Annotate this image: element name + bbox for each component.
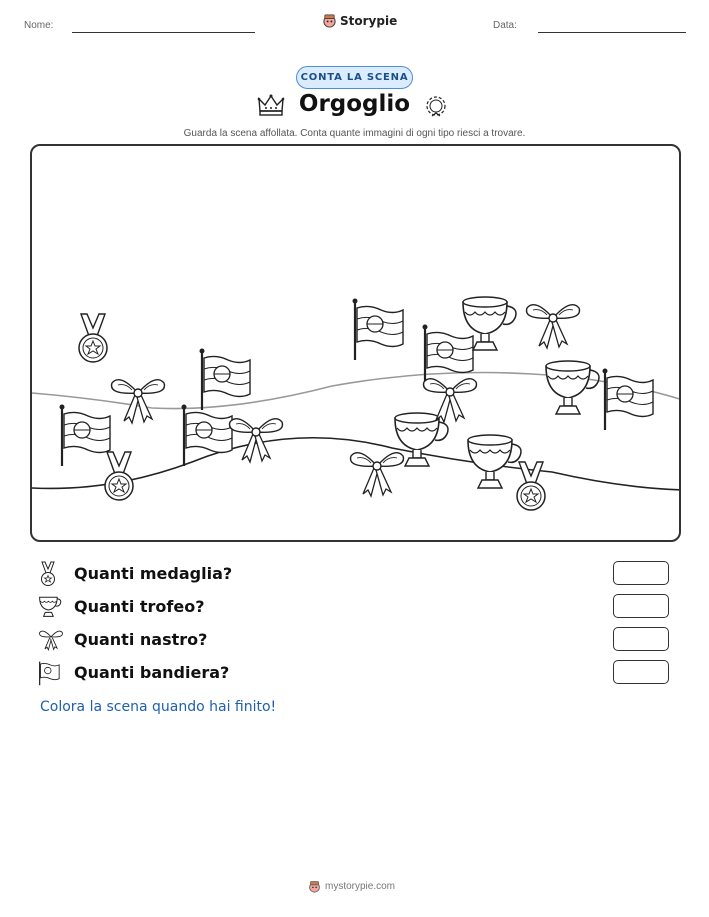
medal-icon — [38, 561, 58, 587]
trophy-icon — [38, 594, 62, 618]
scene-flag — [423, 325, 474, 387]
scene-flag — [60, 405, 111, 467]
scene-medal — [105, 452, 133, 500]
counting-scene — [30, 144, 681, 542]
scene-illustration — [32, 146, 681, 542]
answer-box-medal[interactable] — [613, 561, 669, 585]
name-field-line[interactable] — [72, 32, 255, 33]
name-label: Nome: — [24, 20, 54, 31]
instructions: Guarda la scena affollata. Conta quante immagini di ogni tipo riesci a trovare. — [183, 128, 526, 139]
wreath-icon — [422, 92, 450, 120]
answer-box-ribbon[interactable] — [613, 627, 669, 651]
activity-badge: CONTA LA SCENA — [296, 66, 413, 89]
question-text: Quanti trofeo? — [74, 597, 205, 616]
page-title: Orgoglio — [298, 91, 411, 117]
question-text: Quanti medaglia? — [74, 564, 233, 583]
question-text: Quanti bandiera? — [74, 663, 230, 682]
scene-flag — [603, 369, 654, 431]
footer — [308, 880, 395, 893]
flag-icon — [38, 660, 60, 686]
footer-site[interactable]: mystorypie.com — [325, 881, 396, 892]
scene-medal — [79, 314, 107, 362]
storypie-mascot-icon — [322, 13, 337, 28]
date-label: Data: — [493, 20, 517, 31]
scene-ribbon — [527, 305, 580, 348]
scene-trophy — [468, 435, 521, 488]
question-row-ribbon — [38, 627, 678, 653]
storypie-mascot-icon — [308, 880, 321, 893]
scene-flag — [200, 349, 251, 411]
ribbon-icon — [38, 627, 64, 651]
coloring-note: Colora la scena quando hai finito! — [40, 699, 277, 715]
question-row-flag — [38, 660, 678, 686]
question-row-medal — [38, 561, 678, 587]
date-field-line[interactable] — [538, 32, 686, 33]
scene-ribbon — [112, 380, 165, 423]
question-row-trophy — [38, 594, 678, 620]
scene-flag — [353, 299, 404, 361]
brand-logo — [322, 13, 397, 28]
answer-box-flag[interactable] — [613, 660, 669, 684]
answer-box-trophy[interactable] — [613, 594, 669, 618]
scene-ribbon — [351, 453, 404, 496]
question-text: Quanti nastro? — [74, 630, 208, 649]
brand-name: Storypie — [340, 13, 398, 28]
scene-trophy — [546, 361, 599, 414]
